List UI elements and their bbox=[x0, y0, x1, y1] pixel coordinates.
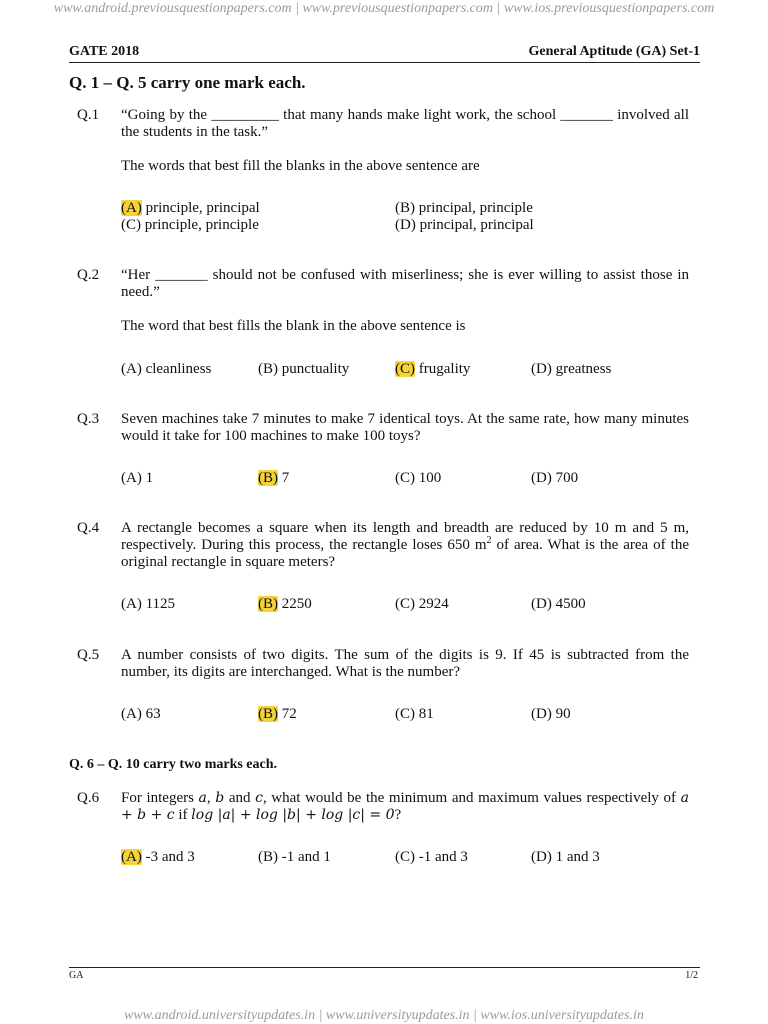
option-text: 700 bbox=[551, 470, 579, 486]
option-b bbox=[258, 361, 349, 378]
option-text: 2250 bbox=[278, 596, 312, 612]
option-letter: (D) bbox=[531, 849, 552, 865]
option-letter: (C) bbox=[121, 217, 141, 233]
question-number: Q.5 bbox=[77, 647, 100, 663]
question-text: “Her _______ should not be confused with miserliness; she is ever willing to assist those in need.” bbox=[121, 267, 689, 300]
question-number: Q.4 bbox=[77, 520, 100, 536]
option-d bbox=[531, 596, 586, 613]
question-prompt: The word that best fills the blank in the above sentence is bbox=[121, 318, 466, 334]
question-text-part: of area. What is the area of the original rectangle in square meters? bbox=[121, 537, 689, 570]
option-d bbox=[531, 706, 571, 723]
footer-section-code: GA bbox=[69, 970, 84, 981]
option-text: cleanliness bbox=[141, 361, 212, 377]
option-a bbox=[121, 361, 211, 378]
option-letter: (D) bbox=[395, 217, 416, 233]
footer-rule bbox=[69, 967, 700, 968]
option-b bbox=[395, 200, 533, 217]
option-d bbox=[531, 361, 611, 378]
math-variable: c bbox=[255, 790, 263, 806]
option-text: greatness bbox=[551, 361, 612, 377]
option-text: 90 bbox=[551, 706, 571, 722]
question-text-part: if bbox=[174, 807, 192, 823]
section-one-title: Q. 1 – Q. 5 carry one mark each. bbox=[69, 73, 306, 92]
option-c bbox=[395, 706, 434, 723]
paper-title: General Aptitude (GA) Set-1 bbox=[528, 44, 700, 59]
math-expression: a + b + c bbox=[121, 790, 689, 823]
option-letter: (C) bbox=[395, 596, 415, 612]
option-text: 81 bbox=[415, 706, 434, 722]
answer-highlight: (B) bbox=[258, 706, 278, 722]
option-text: 4500 bbox=[551, 596, 586, 612]
option-text: 72 bbox=[278, 706, 297, 722]
option-c bbox=[121, 217, 259, 234]
answer-highlight: (B) bbox=[258, 470, 278, 486]
exam-title: GATE 2018 bbox=[69, 44, 140, 59]
option-letter: (D) bbox=[531, 470, 552, 486]
option-a bbox=[121, 596, 175, 613]
option-b bbox=[258, 849, 331, 866]
option-a bbox=[121, 706, 161, 723]
answer-highlight: (C) bbox=[395, 361, 415, 377]
option-text: -3 and 3 bbox=[141, 849, 195, 865]
option-text: principle, principal bbox=[141, 200, 260, 216]
option-letter: (B) bbox=[258, 849, 278, 865]
option-text: frugality bbox=[415, 361, 471, 377]
option-letter: (D) bbox=[531, 706, 552, 722]
option-text: principle, principle bbox=[141, 217, 259, 233]
option-text: 1 and 3 bbox=[551, 849, 600, 865]
option-text: 2924 bbox=[415, 596, 449, 612]
question-number: Q.2 bbox=[77, 267, 100, 283]
option-text: -1 and 1 bbox=[278, 849, 331, 865]
option-letter: (A) bbox=[121, 706, 142, 722]
option-b bbox=[258, 596, 312, 613]
option-letter: (C) bbox=[395, 470, 415, 486]
question-text: Seven machines take 7 minutes to make 7 identical toys. At the same rate, how many minutes would it take for 100 machines to make 100 toys? bbox=[121, 411, 689, 444]
option-text: 1 bbox=[141, 470, 154, 486]
question-text-part: , what would be the minimum and maximum values respectively of bbox=[262, 790, 681, 806]
option-c bbox=[395, 361, 470, 378]
option-c bbox=[395, 596, 449, 613]
question-number: Q.1 bbox=[77, 107, 100, 123]
question-number: Q.6 bbox=[77, 790, 100, 806]
option-letter: (A) bbox=[121, 361, 142, 377]
option-letter: (B) bbox=[258, 361, 278, 377]
question-text bbox=[121, 520, 689, 571]
option-letter: (D) bbox=[531, 361, 552, 377]
option-b bbox=[258, 706, 297, 723]
option-a bbox=[121, 200, 260, 217]
question-text-part: A rectangle becomes a square when its length and breadth are reduced by 10 m and 5 m, respectively. During this process, the rectangle loses 650 m bbox=[121, 520, 689, 553]
option-d bbox=[531, 849, 600, 866]
question-number: Q.3 bbox=[77, 411, 100, 427]
answer-highlight: (A) bbox=[121, 849, 142, 865]
option-text: 100 bbox=[415, 470, 442, 486]
option-text: 63 bbox=[141, 706, 161, 722]
question-text-part: , bbox=[206, 790, 216, 806]
option-letter: (C) bbox=[395, 849, 415, 865]
option-a bbox=[121, 849, 195, 866]
math-variable: a bbox=[198, 790, 207, 806]
option-letter: (D) bbox=[531, 596, 552, 612]
option-b bbox=[258, 470, 289, 487]
option-d bbox=[395, 217, 534, 234]
question-text-part: and bbox=[224, 790, 256, 806]
option-text: 7 bbox=[278, 470, 290, 486]
header-rule bbox=[69, 62, 700, 63]
watermark-top: www.android.previousquestionpapers.com | www.previousquestionpapers.com | www.ios.previousquestionpapers.com bbox=[53, 1, 715, 16]
answer-highlight: (A) bbox=[121, 200, 142, 216]
question-text-part: For integers bbox=[121, 790, 199, 806]
math-variable: b bbox=[215, 790, 225, 806]
section-two-title: Q. 6 – Q. 10 carry two marks each. bbox=[69, 757, 278, 772]
option-letter: (A) bbox=[121, 596, 142, 612]
option-text: 1125 bbox=[141, 596, 176, 612]
question-text bbox=[121, 790, 689, 824]
answer-highlight: (B) bbox=[258, 596, 278, 612]
superscript: 2 bbox=[486, 535, 492, 546]
option-c bbox=[395, 470, 441, 487]
question-text: “Going by the _________ that many hands make light work, the school _______ involved all the students in the task.” bbox=[121, 107, 689, 140]
option-d bbox=[531, 470, 578, 487]
option-letter: (C) bbox=[395, 706, 415, 722]
option-letter: (B) bbox=[395, 200, 415, 216]
option-text: punctuality bbox=[278, 361, 350, 377]
option-text: principal, principal bbox=[415, 217, 534, 233]
option-c bbox=[395, 849, 468, 866]
question-prompt: The words that best fill the blanks in the above sentence are bbox=[121, 158, 480, 174]
page-number: 1/2 bbox=[685, 970, 698, 981]
option-letter: (A) bbox=[121, 470, 142, 486]
option-text: principal, principle bbox=[415, 200, 533, 216]
option-a bbox=[121, 470, 153, 487]
option-text: -1 and 3 bbox=[415, 849, 468, 865]
question-text: A number consists of two digits. The sum of the digits is 9. If 45 is subtracted from the number, its digits are interchanged. What is the number? bbox=[121, 647, 689, 680]
math-expression: log |a| + log |b| + log |c| = 0 bbox=[191, 807, 395, 823]
watermark-bottom: www.android.universityupdates.in | www.universityupdates.in | www.ios.universityupdates.in bbox=[124, 1008, 644, 1023]
question-text-part: ? bbox=[394, 807, 402, 823]
